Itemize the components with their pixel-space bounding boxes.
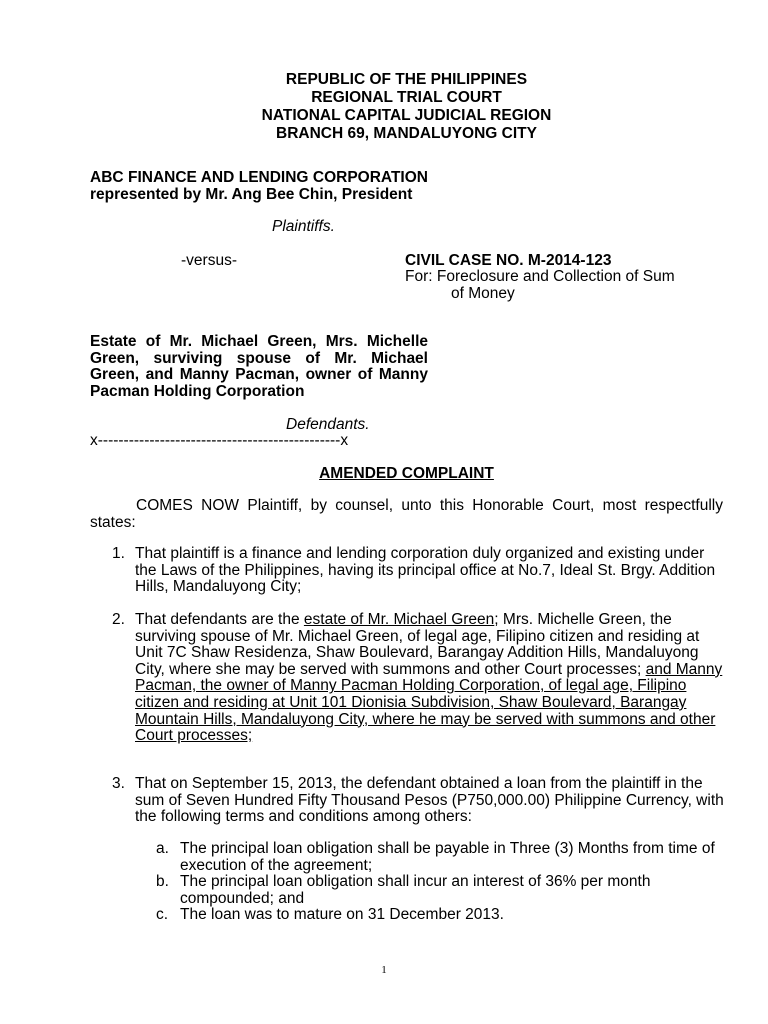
plaintiff-name: ABC FINANCE AND LENDING CORPORATION represented by Mr. Ang Bee Chin, President — [90, 169, 428, 203]
list-item — [112, 546, 725, 596]
header-line-region: NATIONAL CAPITAL JUDICIAL REGION — [261, 107, 552, 124]
item-number: 3. — [112, 775, 125, 792]
item-text: That on September 15, 2013, the defendant obtained a loan from the plaintiff in the sum of Seven Hundred Fifty Thousand Pesos (P750,000.00) Philippine Currency, with the following terms and conditions among others: — [135, 775, 724, 826]
sub-list-item — [156, 841, 726, 874]
case-nature-continued: of Money — [451, 285, 515, 302]
caption-separator: x-----------------------------------------------x — [90, 432, 349, 449]
underlined-text: estate of Mr. Michael Green — [303, 611, 495, 628]
item-number: 1. — [112, 545, 125, 562]
sub-item-text: The loan was to mature on 31 December 2013. — [180, 906, 504, 923]
header-line-republic: REPUBLIC OF THE PHILIPPINES — [285, 71, 528, 88]
court-header — [90, 71, 723, 143]
list-item — [112, 776, 725, 826]
defendants-name: Estate of Mr. Michael Green, Mrs. Michelle Green, surviving spouse of Mr. Michael Green, and Manny Pacman, owner of Manny Pacman Holding Corporation — [90, 333, 428, 400]
item-number: 2. — [112, 611, 125, 628]
list-item — [112, 612, 725, 745]
sub-item-letter: c. — [156, 906, 169, 923]
plaintiff-role: Plaintiffs. — [272, 218, 335, 235]
defendants-role: Defendants. — [286, 416, 370, 433]
page-number: 1 — [381, 964, 387, 976]
sub-list-item — [156, 907, 726, 924]
item-text-part: That defendants are the — [135, 611, 304, 628]
sub-item-letter: b. — [156, 873, 169, 890]
item-text-part: ; Mrs. Michelle Green, the surviving spouse of Mr. Michael Green, of legal age, Filipino citizen and residing at Unit 7C Shaw Residenza, Shaw Boulevard, Barangay Addition Hills, Mandaluyong City, where she may be served with summons and other Court processes; — [135, 611, 700, 678]
sub-item-text: The principal loan obligation shall be payable in Three (3) Months from time of execution of the agreement; — [180, 840, 715, 874]
sub-item-text: The principal loan obligation shall incur an interest of 36% per month compounded; and — [180, 873, 651, 907]
header-line-court: REGIONAL TRIAL COURT — [311, 89, 502, 106]
item-text: That plaintiff is a finance and lending corporation duly organized and existing under the Laws of the Philippines, having its principal office at No.7, Ideal St. Brgy. Addition Hills, Mandaluyong City; — [135, 545, 716, 596]
underlined-text: and Manny Pacman, the owner of Manny Pacman Holding Corporation, of legal age, Filipino citizen and residing at Unit 101 Dionisia Subdivision, Shaw Boulevard, Barangay Mountain Hills, Mandaluyong City, where he may be served with summons and other Court processes; — [135, 660, 723, 745]
case-nature: For: Foreclosure and Collection of Sum — [405, 268, 675, 285]
header-line-branch: BRANCH 69, MANDALUYONG CITY — [276, 125, 537, 142]
document-title: AMENDED COMPLAINT — [319, 465, 494, 482]
intro-paragraph: COMES NOW Plaintiff, by counsel, unto this Honorable Court, most respectfully states: — [90, 497, 723, 531]
item-text — [135, 612, 725, 745]
versus-label: -versus- — [181, 252, 237, 269]
sub-item-letter: a. — [156, 840, 169, 857]
sub-list-item — [156, 874, 726, 907]
case-number: CIVIL CASE NO. M-2014-123 — [405, 252, 612, 269]
